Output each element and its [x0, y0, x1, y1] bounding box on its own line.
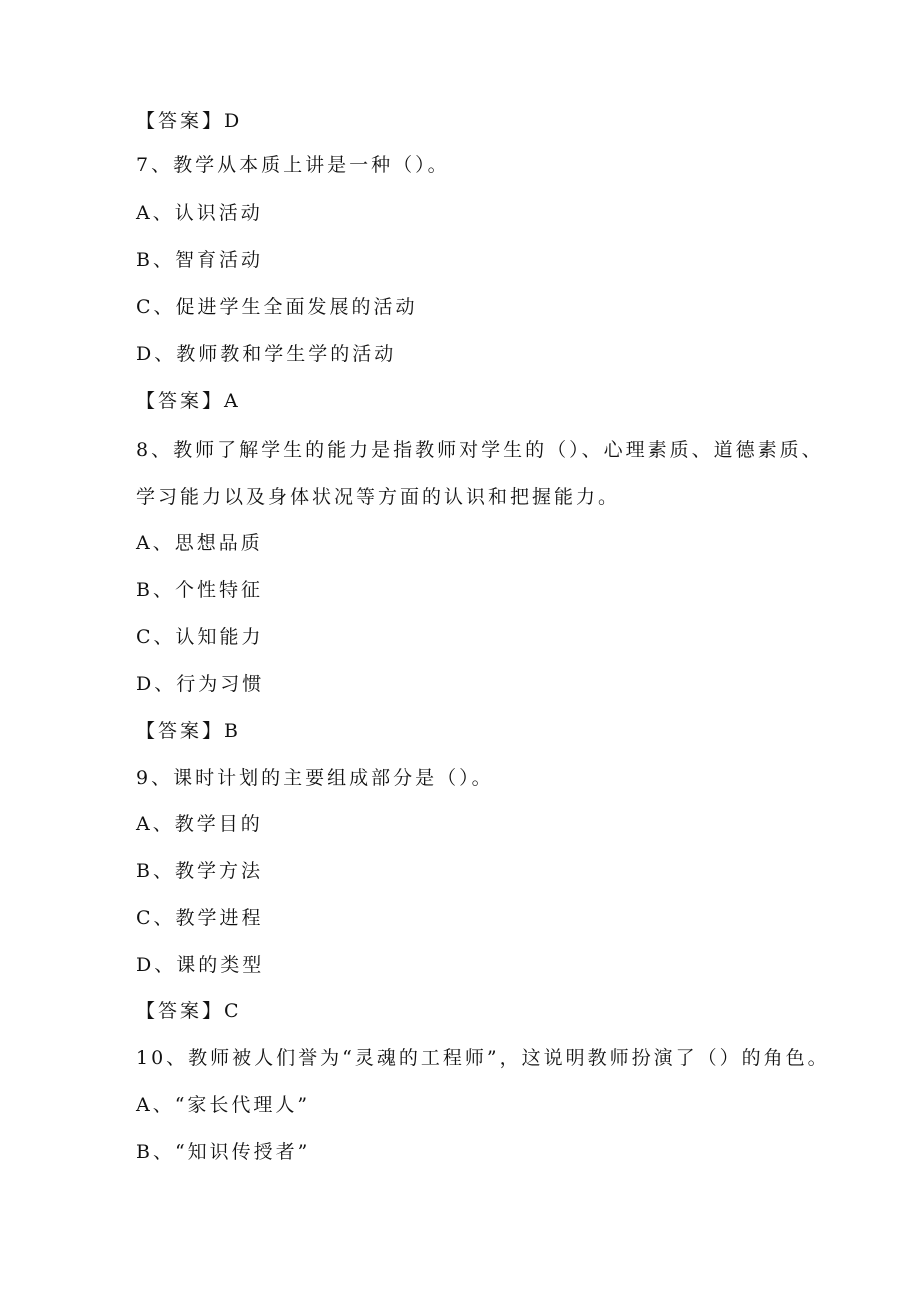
- question-9: 9、课时计划的主要组成部分是（）。: [136, 767, 494, 789]
- q7-option-c: C、促进学生全面发展的活动: [136, 296, 418, 318]
- q9-option-b: B、教学方法: [136, 860, 263, 882]
- q7-option-a: A、认识活动: [136, 202, 263, 224]
- q7-option-b: B、智育活动: [136, 249, 263, 271]
- q8-option-a: A、思想品质: [136, 532, 263, 554]
- question-8-line-1: 8、教师了解学生的能力是指教师对学生的（）、心理素质、道德素质、: [136, 439, 824, 461]
- q9-option-d: D、课的类型: [136, 954, 265, 976]
- q9-option-c: C、教学进程: [136, 907, 264, 929]
- q10-option-b: B、“知识传授者”: [136, 1141, 311, 1163]
- question-8-line-2: 学习能力以及身体状况等方面的认识和把握能力。: [136, 486, 621, 508]
- q7-option-d: D、教师教和学生学的活动: [136, 343, 397, 365]
- answer-line-q9: 【答案】C: [136, 1000, 242, 1022]
- q8-option-c: C、认知能力: [136, 626, 264, 648]
- q8-option-b: B、个性特征: [136, 579, 263, 601]
- answer-line-q7: 【答案】A: [136, 390, 241, 412]
- q9-option-a: A、教学目的: [136, 813, 263, 835]
- q10-option-a: A、“家长代理人”: [136, 1094, 311, 1116]
- answer-line-q8: 【答案】B: [136, 720, 241, 742]
- q8-option-d: D、行为习惯: [136, 673, 265, 695]
- question-10: 10、教师被人们誉为“灵魂的工程师”，这说明教师扮演了（）的角色。: [136, 1047, 830, 1069]
- answer-line-q6: 【答案】D: [136, 110, 243, 132]
- question-7: 7、教学从本质上讲是一种（）。: [136, 154, 450, 176]
